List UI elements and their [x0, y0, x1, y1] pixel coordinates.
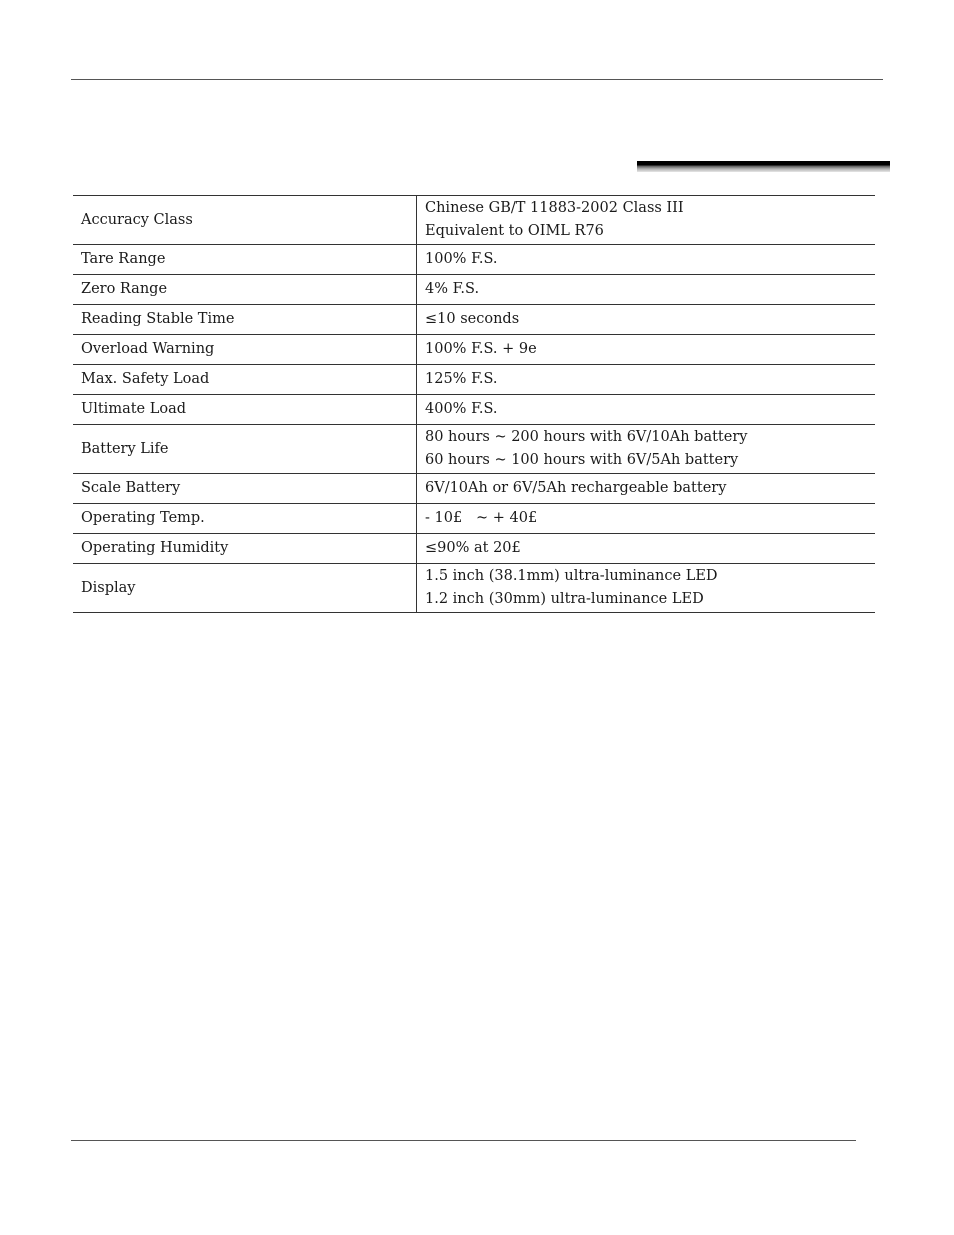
table-row: [73, 196, 875, 245]
spec-label: Operating Temp.: [73, 504, 417, 534]
spec-label: Reading Stable Time: [73, 305, 417, 335]
spec-label: Accuracy Class: [73, 196, 417, 245]
spec-value: - 10£ ~ + 40£: [417, 504, 876, 534]
spec-value: 100% F.S.: [417, 245, 876, 275]
spec-value-line: 80 hours ~ 200 hours with 6V/10Ah battery: [425, 429, 748, 445]
spec-value-line: 60 hours ~ 100 hours with 6V/5Ah battery: [425, 452, 739, 468]
table-row: [73, 245, 875, 275]
table-row: [73, 474, 875, 504]
header-rule: [71, 79, 883, 80]
spec-value: 400% F.S.: [417, 395, 876, 425]
spec-label: Max. Safety Load: [73, 365, 417, 395]
spec-label: Battery Life: [73, 425, 417, 474]
specifications-table: [73, 195, 875, 613]
table-row: [73, 365, 875, 395]
spec-value: 6V/10Ah or 6V/5Ah rechargeable battery: [417, 474, 876, 504]
spec-value-line: 1.2 inch (30mm) ultra-luminance LED: [425, 591, 704, 607]
spec-label: Zero Range: [73, 275, 417, 305]
spec-value: 4% F.S.: [417, 275, 876, 305]
spec-label: Ultimate Load: [73, 395, 417, 425]
table-row: [73, 534, 875, 564]
spec-value: [417, 564, 876, 613]
section-heading-bar: [637, 161, 890, 172]
table-row: [73, 275, 875, 305]
table-row: [73, 305, 875, 335]
table-row: [73, 425, 875, 474]
spec-label: Tare Range: [73, 245, 417, 275]
table-row: [73, 504, 875, 534]
spec-value: [417, 425, 876, 474]
spec-label: Display: [73, 564, 417, 613]
spec-value-line: Chinese GB/T 11883-2002 Class III: [425, 200, 684, 216]
spec-value-line: 1.5 inch (38.1mm) ultra-luminance LED: [425, 568, 718, 584]
spec-value: 125% F.S.: [417, 365, 876, 395]
table-row: [73, 335, 875, 365]
table-row: [73, 395, 875, 425]
spec-label: Overload Warning: [73, 335, 417, 365]
spec-value: [417, 196, 876, 245]
spec-value: ≤90% at 20£: [417, 534, 876, 564]
spec-label: Operating Humidity: [73, 534, 417, 564]
spec-label: Scale Battery: [73, 474, 417, 504]
footer-rule: [71, 1140, 856, 1141]
spec-value-line: Equivalent to OIML R76: [425, 223, 604, 239]
spec-value: 100% F.S. + 9e: [417, 335, 876, 365]
spec-value: ≤10 seconds: [417, 305, 876, 335]
table-row: [73, 564, 875, 613]
